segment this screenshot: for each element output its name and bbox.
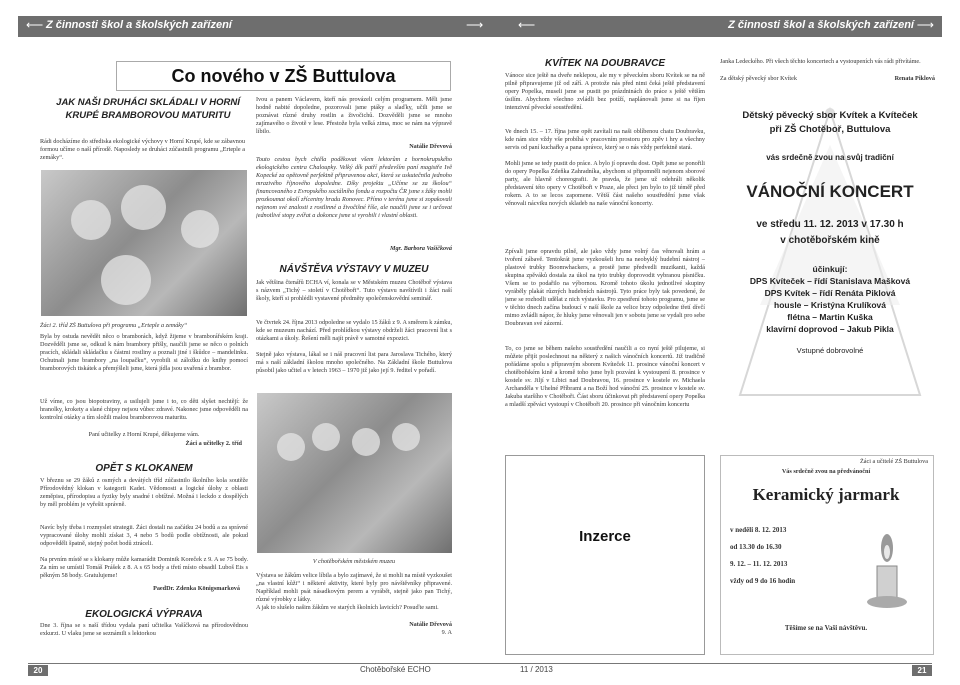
poster-line: při ZŠ Chotěboř, Buttulova (769, 124, 891, 135)
christmas-tree-icon (720, 105, 940, 405)
poster-place: v chotěbořském kině (780, 235, 880, 246)
poster-performers-title: účinkují: (812, 264, 848, 274)
poster-line: vás srdečně zvou na svůj tradiční (766, 153, 894, 162)
article-body: Ve čtvrtek 24. října 2013 odpoledne se vydalo 15 žáků z 9. A směrem k zámku, kde se muzeum nachází. Před prohlídkou výstavy obdrželi žáci pracovní list s otázkami a úkoly. Řešení měli najít právě v samotné expozici. (256, 319, 452, 342)
poster-admission: Vstupné dobrovolné (796, 346, 864, 355)
article-signature: PaedDr. Zdenka Königsmarková (153, 585, 240, 592)
jarmark-thanks: Těšíme se na Vaši návštěvu. (784, 624, 868, 632)
ad-label: Inzerce (579, 528, 631, 545)
page-number-left: 20 (28, 665, 48, 676)
issue-number: 11 / 2013 (520, 665, 553, 674)
article-body: Zpívali jsme opravdu pilně, ale jako vždy jsme volný čas věnovali hrám a tvoření zábavě. Tentokrát jsme vyzkoušeli hru na neobyklý hudební nástroj – plastové trubky Boomwhackers, a prostě jsme předvedli muzikanti, každá skupina zpěváků dostala za úkol na tyto trubky doprovodit vybranou písničku. Všem se to podařilo na výbornou. Kromě tohoto úkolu jednotlivé skupiny vyráběly plakát různých hudebních nástrojů. Tyto práce byly tak povedené, že jsme se rozhodli udělat z nich výstavku. Pro zpestření tohoto programu, jsme se v těchto dnech začína budoucí v naší škole za velice brzy odpoledne třetí dívčí mimo zvládli nápor, že hluky jsme věnovali jen v sobotu jsme se vydali pro sebe Doubravan své zázemí. (505, 248, 705, 327)
article-body: A jak to slušelo našim žákům ve starých školních lavicích? Posuďte sami. (256, 604, 439, 611)
jarmark-title: Keramický jarmark (752, 485, 900, 504)
poster-title: VÁNOČNÍ KONCERT (746, 182, 914, 201)
jarmark-date: 9. 12. – 11. 12. 2013 (730, 560, 788, 568)
photo-caption: Žáci 2. tříd ZŠ Buttulova při programu „Erteple a zemáky“ (40, 322, 188, 329)
ad-box (505, 455, 705, 655)
section-title-box (116, 61, 451, 91)
arrow-right-icon: ⟶ (916, 18, 934, 32)
header-left-title: Z činnosti škol a školských zařízení (46, 19, 232, 31)
arrow-left-icon: ⟵ (518, 18, 536, 32)
page-number-right: 21 (912, 665, 932, 676)
article-intro: Rádi docházíme do střediska ekologické výchovy v Horní Krupé, kde se zábavnou formou učíme o naší přírodě. Naposledy se druháci zúčastnili programu „Erteple a zemáky“. (40, 138, 245, 161)
article-heading: KVÍTEK NA DOUBRAVCE (544, 58, 665, 69)
candle-icon (862, 530, 912, 610)
poster-performer: klavírní doprovod – Jakub Pikla (766, 324, 894, 334)
article-body: Byla by ostuda nevědět něco o bramborách, když žijeme v bramborářském kraji. Dozvěděli jsme se, odkud k nám brambory přišly, naučili jsme se něco o polních pracích, skládali skládačku s částmi rostliny a poznali jiné i škůdce – mandelinku. Ochutnali jsme brambory „na loupačku“, vyrobili si záložku do knihy pomocí bramborových tiskátek a přemýšleli jsme, která jídla jsou uvařená z brambor. (40, 333, 248, 372)
article-signature: Žáci a učitelky 2. tříd (185, 440, 242, 447)
jarmark-date: vždy od 9 do 16 hodin (730, 577, 796, 585)
article-body: Stejně jako výstava, lákal se i náš pracovní list para Jaroslava Tichého, který má s naší základní školou mnoho společného. Na Základní škole Buttulova působil jako učitel a v letech 1963 – 1970 již jako její 9. ředitel v pořadí. (256, 351, 452, 374)
poster-performer: DPS Kvítek – řídí Renáta Piklová (764, 288, 896, 298)
poster-performer: housle – Kristýna Krulíková (774, 300, 886, 310)
article-body: Navíc byly třeba i rozmyslet strategii. Žáci dostali na začátku 24 bodů a za správné vypracované úlohy mohli získat 3, 4 nebo 5 bodů podle obtížnosti, ale pokud odpověděli špatně, stejný počet bodů ztráceli. (40, 524, 248, 547)
footer-line (28, 663, 932, 677)
article-class: 9. A (441, 629, 452, 636)
header-bar (18, 16, 942, 37)
arrow-left-icon: ⟵ (26, 18, 44, 32)
jarmark-date: od 13.30 do 16.30 (730, 543, 782, 551)
magazine-name: Chotěbořské ECHO (360, 665, 431, 674)
article-heading: NÁVŠTĚVA VÝSTAVY V MUZEU (279, 264, 429, 275)
article-signature: Renata Piklová (894, 75, 935, 82)
photo-caption: V chotěbořském městském muzeu (312, 558, 396, 565)
jarmark-date: v neděli 8. 12. 2013 (730, 526, 787, 534)
article-heading: OPĚT S KLOKANEM (95, 463, 193, 474)
poster-performer: flétna – Martin Kuška (787, 312, 873, 322)
article-body: V březnu se 29 žáků z osmých a devátých tříd zúčastnilo školního kola soutěže Přírodovědný klokan v kategorii Kadet. Vědomosti a logické úlohy z oblasti zeměpisu, přírodopisu a fyziky byly snadné i obtížné. Možná i leckdo z dospělých by měl problém je vyřešit správně. (40, 477, 248, 508)
jarmark-invite: Vás srdečně zvou na předvánoční (781, 468, 871, 475)
article-body: Dne 3. října se s naší třídou vydala paní učitelka Vašíčková na přírodovědnou exkurzi. U vlaku jsme se seznámili s lektorkou (40, 622, 248, 637)
article-signature: Natálie Dřevová (409, 143, 452, 150)
article-signature: Natálie Dřevová (409, 621, 452, 628)
article-body: Už víme, co jsou biopotraviny, a usilujeli jsme i to, co děti slyšet nechtějí: že hranolky, krokety a slané chipsy nejsou vůbec zdravé. Nakonec jsme odpověděli na kontrolní otázky a tím složili malou bramborovou maturitu. (40, 398, 248, 421)
article-body: Výstava se žákům velice líbila a bylo zajímavé, že si mohli na místě vyzkoušet „na vlastní kůži“ i některé aktivity, které byly pro návštěvníky připravené. Například mohli psát násadkovým perem a vyrábět, stejně jako pan Tichý, různé výrobky z látky. (256, 572, 452, 603)
header-right-title: Z činnosti škol a školských zařízení (728, 19, 914, 31)
poster-date: ve středu 11. 12. 2013 v 17.30 h (756, 219, 904, 230)
photo-museum-visit (257, 393, 452, 553)
poster-line: Dětský pěvecký sbor Kvítek a Kvíteček (742, 110, 918, 121)
article-heading: JAK NAŠI DRUHÁCI SKLÁDALI V HORNÍ KRUPÉ BRAMBOROVOU MATURITU (56, 97, 240, 121)
article-signature: Mgr. Barbora Vašíčková (389, 245, 452, 252)
article-body: Mohli jsme se tedy pustit do práce. A bylo jí opravdu dost. Opět jsme se ponořili do opery Popelka Zdeňka Zahradníka, abychom si připomněli nejenom sborové party, ale hlavně choreografii. Je pravda, že jsme už odehráli několik představení této opery v Chotěboři v Praze, ale přeci jen bylo to již téměř před rokem. A to se lecos zapomene. Větší část našeho soustředění jsme však věnovali nácviku nových skladeb na naše vánoční koncerty. (505, 160, 705, 207)
article-italic-text: Touto cestou bych chtěla poděkovat všem lektorům z hornokrupského ekologického centra Chaloupky. Velký dík patří především paní magistře Ivě Kopecké za opětovně perfektně připravenou akci, která se uskutečnila jednoho mrazivého říjnového dopoledne. Díky projektu „Učíme se za školou“ financovaného z Evropského sociálního fondu a rozpočtu ČR jsme s žáky mohli prozkoumat okolí zříceniny hradu Ronovec. Přímo v terénu jsme si zopakovali nejenom své znalosti z rostlinné a živočišné říše, ale naučili jsme se i určovat jednotlivé stopy zvířat a dokonce jsme si vyrobili i vlastní oblasti. (256, 156, 452, 219)
article-signature: Za dětský pěvecký sbor Kvítek (720, 75, 797, 82)
section-title: Co nového v ZŠ Buttulova (171, 66, 396, 86)
article-body: To, co jsme se během našeho soustředění naučili a co nyní ještě pilujeme, si můžete přijít poslechnout na některý z našich vánočních koncertů. Již tradičně pořádáme spolu s přípravným sborem Kvíteček 11. prosince vánoční koncert v chotěbořském kině a kromě toho jsme byli pozváni k vystoupení 8. prosince v kostele sv. Jiljí v Libici nad Doubravou, 16. prosince v kostele sv. Michaela Archanděla v Uhelné Příbrami a na Boží hod vánoční 25. prosince v kostele sv. Jakuba staršího v Chotěboři. Část sboru účinkovat při představení opery Popelka a mladší zpěváci vystoupí v Chotěboři 20. prosince při vánočním koncertu (505, 345, 705, 408)
arrow-right-icon: ⟶ (466, 18, 484, 32)
jarmark-organizer: Žáci a učitelé ZŠ Buttulova (859, 458, 928, 465)
article-body: Na prvním místě se s klokany může kamarádit Dominik Koreček z 9. A se 75 body. Za ním se umístil Tomáš Prášek z 8. A s 65 body a třetí místo obsadil Luboš Eis s pěkným 58 body. Gratulujeme! (40, 556, 248, 579)
article-body: Janka Ledeckého. Při všech těchto koncertech a vystoupeních vás rádi přivítáme. (720, 58, 921, 65)
photo-children-potatoes (41, 170, 247, 316)
article-body: Jak většina čtenářů ECHA ví, konala se v Městském muzeu Chotěboř výstava s názvem „Tichý – století v Chotěboři“. Tuto výstavu navštívili i žáci naší školy, kteří si prohlédli vystavené předměty společenskovědní seminář. (256, 279, 452, 302)
article-body: Vánoce sice ještě na dveře neklepou, ale my v pěveckém sboru Kvítek se na ně pilně připravujeme již od září. A protože nás před nimi čeká ještě představení opery Popelka, museli jsme se pustit po prázdninách do práce s ještě větším úsilím. Abychom všechno zvládli bez potíží, naplánovali jsme si na říjen intenzivní pěvecké soustředění. (505, 72, 705, 111)
article-heading: EKOLOGICKÁ VÝPRAVA (85, 609, 203, 620)
article-thanks: Paní učitelky z Horní Krupé, děkujeme vám. (88, 431, 200, 438)
article-body: Ve dnech 15. – 17. října jsme opět zavítali na naši oblíbenou chatu Doubravku, kde nám sice vždy vše probíhá v pracovním prostoru pro zpěv i hry a všechny servis od paní kuchařky a pana správce, který se o nás vždy perfektně stará. (505, 128, 705, 151)
poster-performer: DPS Kvíteček – řídí Stanislava Mašková (749, 276, 911, 286)
article-body: Ivou a panem Václavem, kteří nás provázeli celým programem. Měli jsme hodně nabité dopoledne, pozorovali jsme ptáky a slaďky, učili jsme se poznávat různé druhy rostlin a živočichů. Dozvěděli jsme se mnoho zajímavého o životě v lese. Přestože byla velká zima, moc se nám na výpravě líbilo. (256, 96, 452, 135)
